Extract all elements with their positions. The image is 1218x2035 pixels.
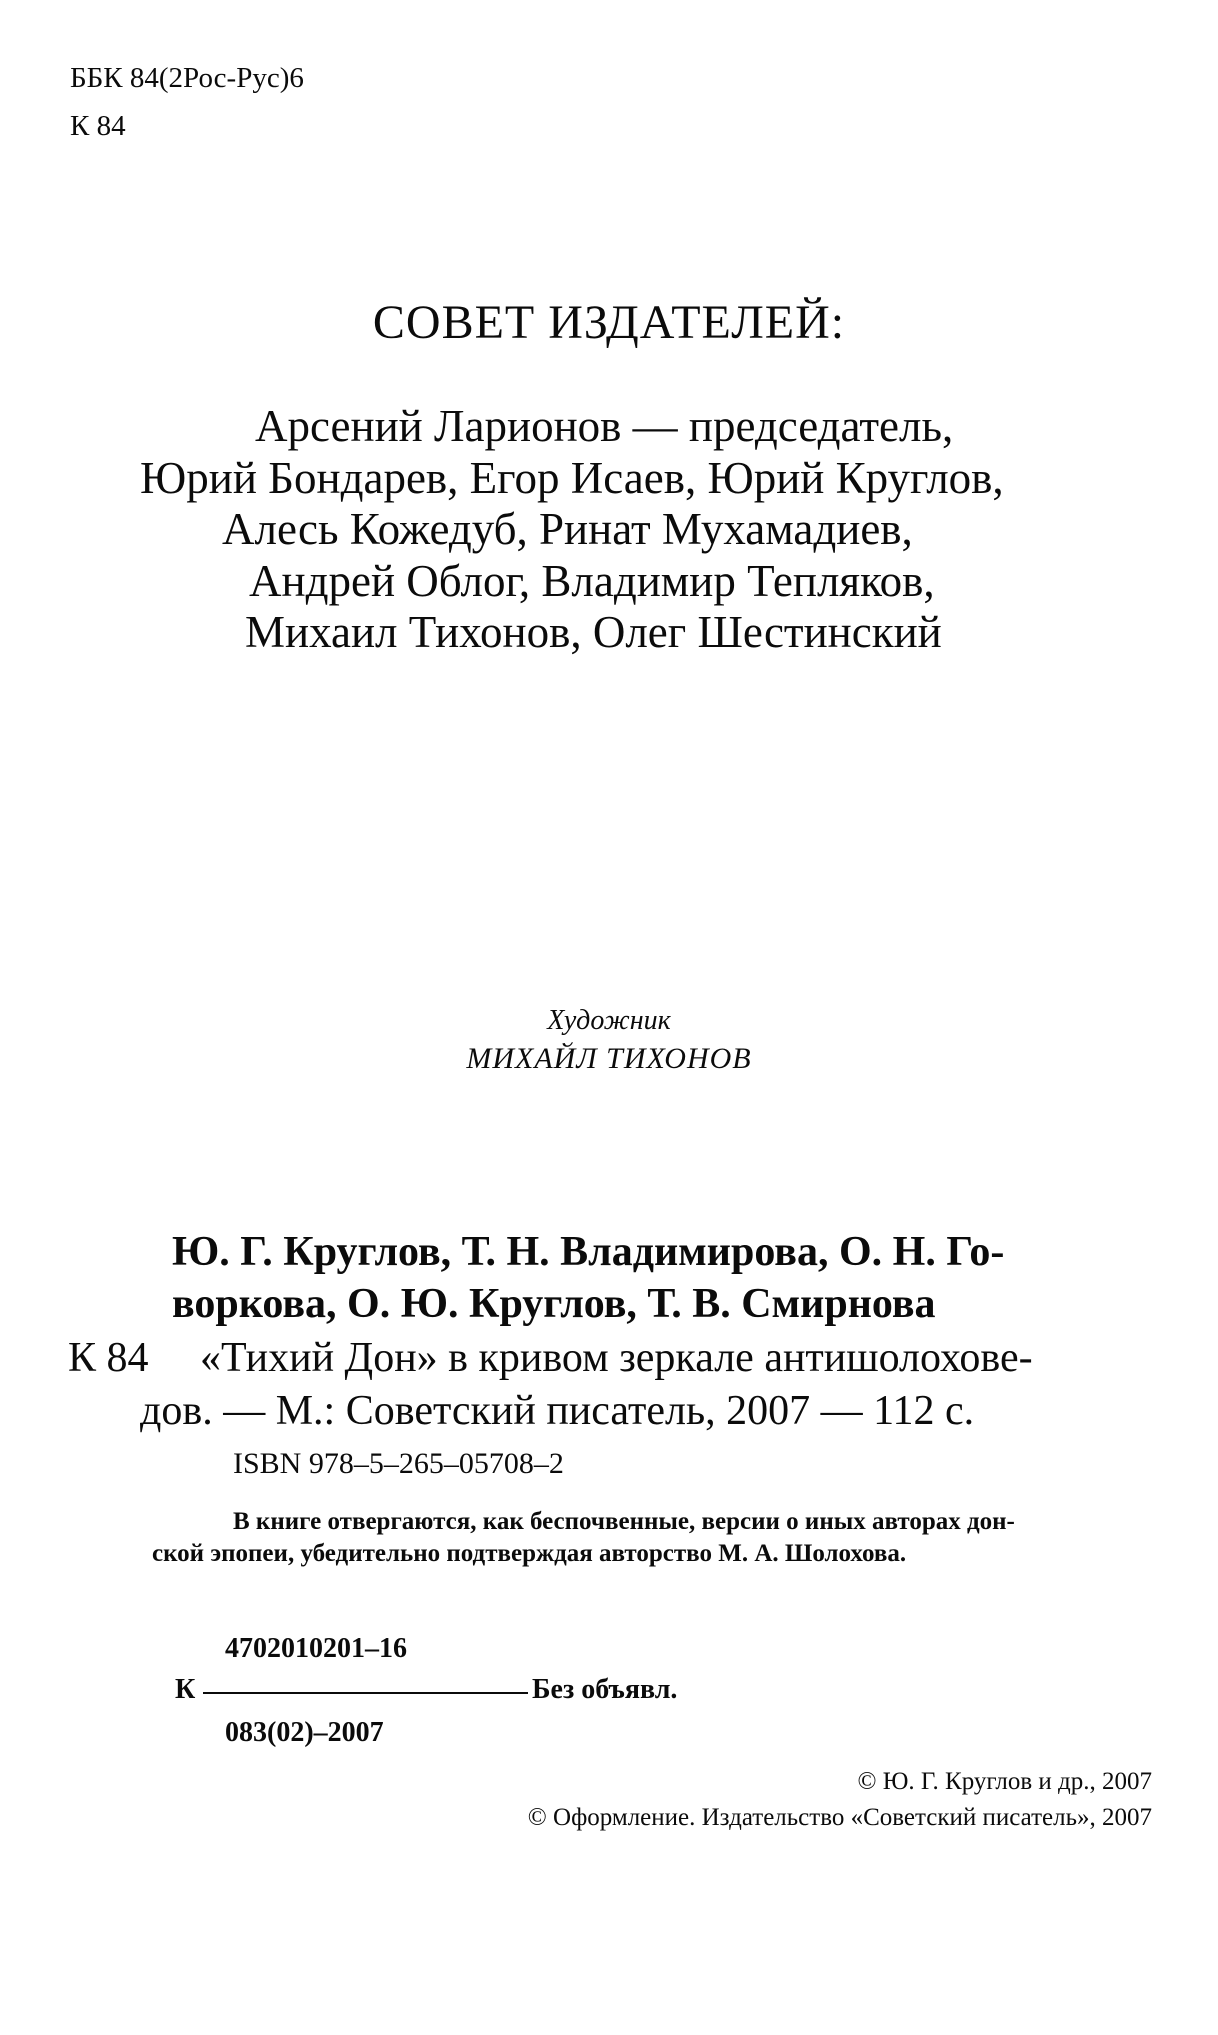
copyright-design: © Оформление. Издательство «Советский писатель», 2007 (527, 1804, 1152, 1831)
copyright-authors: © Ю. Г. Круглов и др., 2007 (857, 1768, 1152, 1795)
artist-role: Художник (547, 1005, 671, 1036)
catalog-code-bottom: 083(02)–2007 (225, 1717, 384, 1748)
no-announcement: Без объявл. (532, 1674, 678, 1705)
council-member-line: Алесь Кожедуб, Ринат Мухамадиев, (222, 504, 913, 554)
council-member-line: Арсений Ларионов — председатель, (255, 401, 954, 451)
book-title-line: дов. — М.: Советский писатель, 2007 — 112 с. (140, 1388, 975, 1434)
annotation-line: ской эпопеи, убедительно подтверждая авторство М. А. Шолохова. (152, 1540, 907, 1567)
index-code: К 84 (68, 1335, 149, 1381)
council-member-line: Михаил Тихонов, Олег Шестинский (245, 607, 942, 657)
book-title-line: «Тихий Дон» в кривом зеркале антишолохове- (200, 1335, 1033, 1381)
catalog-code-top: 4702010201–16 (225, 1633, 407, 1664)
bbk-code: ББК 84(2Рос-Рус)6 (70, 62, 304, 94)
isbn: ISBN 978–5–265–05708–2 (233, 1447, 564, 1480)
authors-line: Ю. Г. Круглов, Т. Н. Владимирова, О. Н. Го- (172, 1229, 1005, 1275)
catalog-k-letter: К (175, 1674, 196, 1705)
council-member-line: Андрей Облог, Владимир Тепляков, (249, 556, 935, 606)
author-mark: К 84 (70, 110, 126, 142)
council-title: СОВЕТ ИЗДАТЕЛЕЙ: (372, 296, 846, 349)
authors-line: воркова, О. Ю. Круглов, Т. В. Смирнова (172, 1281, 936, 1327)
artist-name: МИХАЙЛ ТИХОНОВ (466, 1042, 752, 1075)
catalog-divider (203, 1692, 528, 1694)
annotation-line: В книге отвергаются, как беспочвенные, версии о иных авторах дон- (233, 1508, 1015, 1535)
council-member-line: Юрий Бондарев, Егор Исаев, Юрий Круглов, (140, 453, 1004, 503)
